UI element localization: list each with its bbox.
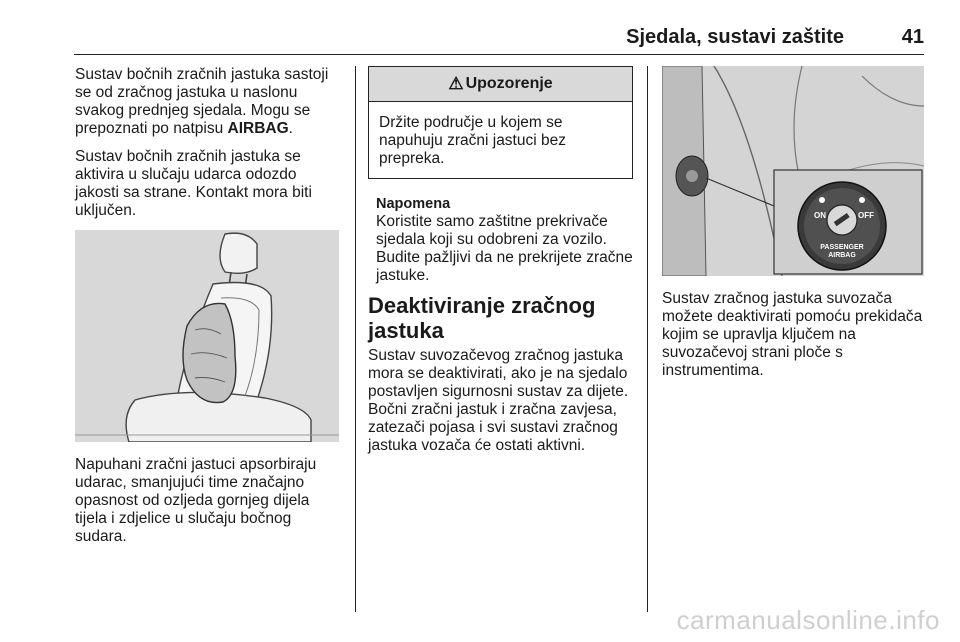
switch-label-passenger: PASSENGER (820, 244, 864, 251)
column-divider-1 (355, 66, 356, 612)
airbag-label: AIRBAG (227, 120, 289, 137)
column-2 (368, 66, 633, 465)
page-title: Sjedala, sustavi zaštite (626, 26, 844, 48)
watermark: carmanualsonline.info (676, 605, 940, 635)
paragraph-inflated-airbags: Napuhani zračni jastuci apsorbiraju udarac, smanjujući time značajno opasnost od ozljeda gornjeg dijela tijela i zdjelice u slučaju bočnog sudara. (75, 456, 317, 545)
warning-box (368, 66, 633, 179)
column-1 (75, 66, 343, 556)
switch-label-airbag: AIRBAG (828, 252, 856, 259)
paragraph-side-airbag-activation: Sustav bočnih zračnih jastuka se aktivira u slučaju udarca odozdo jakosti sa strane. Kontakt mora biti uključen. (75, 148, 312, 219)
column-divider-2 (647, 66, 648, 612)
warning-triangle-icon: ⚠ (448, 74, 464, 93)
warning-title: Upozorenje (465, 75, 553, 92)
note-label: Napomena (376, 196, 451, 212)
seat-airbag-illustration (75, 230, 339, 442)
paragraph-side-airbag-intro (75, 66, 343, 138)
switch-on-label: ON (814, 211, 826, 220)
paragraph-deactivation: Sustav suvozačevog zračnog jastuka mora se deaktivirati, ako je na sjedalo postavljen sigurnosni sustav za dijete. Bočni zračni jastuk i zračna zavjesa, zatezači pojasa i svi sustavi zračnog jastuka vozača će ostati aktivni. (368, 347, 629, 454)
paragraph-text: Sustav bočnih zračnih jastuka sastoji se od zračnog jastuka u naslonu svakog prednjeg sjedala. Mogu se prepoznati po natpisu (75, 66, 329, 137)
header-divider (74, 54, 924, 55)
switch-off-label: OFF (858, 211, 874, 220)
passenger-airbag-switch-illustration (662, 66, 924, 276)
paragraph-switch: Sustav zračnog jastuka suvozača možete deaktivirati pomoću prekidača kojim se upravlja ključem na suvozačevoj strani ploče s instrumentima. (662, 290, 923, 379)
note-text: Koristite samo zaštitne prekrivače sjedala koji su odobreni za vozilo. Budite pažljivi da ne prekrijete zračne jastuke. (376, 213, 633, 284)
page-header (74, 26, 924, 56)
warning-header (369, 67, 632, 102)
warning-text: Držite područje u kojem se napuhuju zračni jastuci bez prepreka. (379, 114, 566, 167)
paragraph-text-end: . (288, 120, 293, 137)
airbag-off-person-icon (859, 197, 865, 203)
airbag-on-person-icon (819, 197, 825, 203)
page-number: 41 (901, 26, 924, 48)
column-3 (662, 66, 924, 390)
section-heading: Deaktiviranje zračnog jastuka (368, 293, 596, 343)
